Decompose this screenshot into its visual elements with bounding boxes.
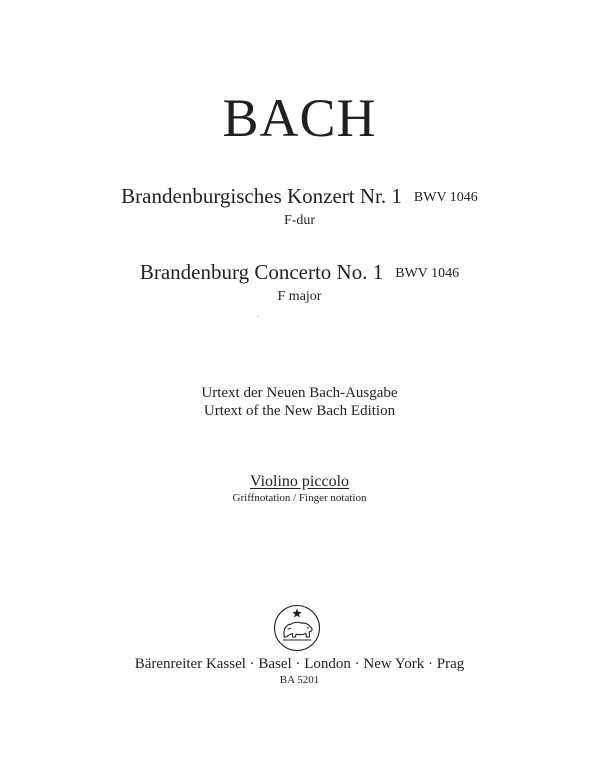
baerenreiter-bear-logo-icon — [273, 604, 321, 652]
work-title-german-text: Brandenburgisches Konzert Nr. 1 — [121, 184, 402, 208]
publisher-catalog-number: BA 5201 — [279, 674, 320, 686]
work-title-english — [0, 259, 599, 287]
edition-german: Urtext der Neuen Bach-Ausgabe — [201, 385, 398, 401]
work-title-german — [0, 183, 599, 211]
notation-type: Griffnotation / Finger notation — [232, 492, 367, 504]
catalog-number-english: BWV 1046 — [395, 266, 460, 281]
key-english: F major — [277, 289, 322, 304]
composer-name: BACH — [222, 88, 377, 148]
catalog-number-german: BWV 1046 — [413, 190, 478, 205]
instrument-name: Violino piccolo — [249, 473, 350, 490]
print-speck — [257, 316, 259, 317]
instrument-part — [0, 472, 599, 492]
publisher-line: Bärenreiter Kassel · Basel · London · New York · Prag — [134, 656, 465, 672]
key-german: F-dur — [283, 213, 316, 228]
edition-english: Urtext of the New Bach Edition — [203, 403, 396, 419]
work-title-english-text: Brandenburg Concerto No. 1 — [139, 260, 384, 284]
